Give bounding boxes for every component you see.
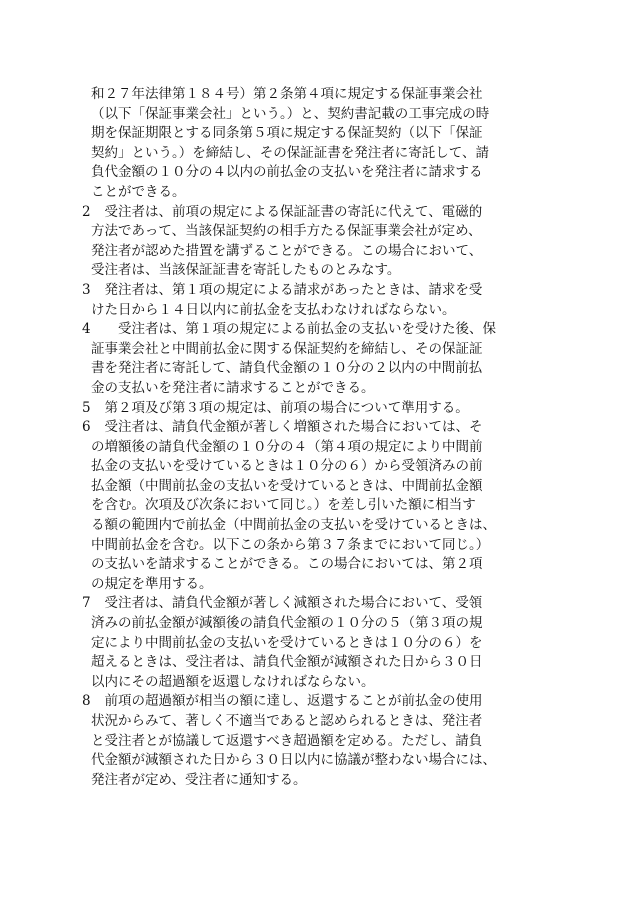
text-line: 金の支払いを発注者に請求することができる。: [91, 379, 375, 396]
text-line: 前項の超過額が相当の額に達し、返還することが前払金の使用: [91, 693, 483, 710]
text-line: を含む。次項及び次条において同じ。）を差し引いた額に相当す: [91, 497, 476, 514]
text-line: 発注者が定め、受注者に通知する。: [91, 771, 307, 788]
text-line: 代金額が減額された日から３０日以内に協議が整わない場合には、: [91, 752, 496, 769]
text-line: 超えるときは、受注者は、請負代金額が減額された日から３０日: [91, 654, 483, 671]
text-line: 発注者が認めた措置を講ずることができる。この場合において、: [91, 242, 483, 259]
clause-4: [60, 320, 575, 398]
text-line: る額の範囲内で前払金（中間前払金の支払いを受けているときは、: [91, 517, 496, 534]
text-line: 証事業会社と中間前払金に関する保証契約を締結し、その保証証: [91, 340, 483, 357]
clause-number: 3: [82, 281, 91, 298]
clause-number: 6: [82, 419, 91, 436]
text-line: 和２７年法律第１８４号）第２条第４項に規定する保証事業会社: [91, 86, 483, 102]
document-body: [60, 85, 575, 790]
text-line: 期を保証期限とする同条第５項に規定する保証契約（以下「保証: [91, 125, 483, 142]
clause-5: [60, 399, 575, 419]
clause-6: [60, 418, 575, 594]
text-line: ことができる。: [91, 183, 186, 200]
text-line: の規定を準用する。: [91, 575, 213, 592]
text-line: と受注者とが協議して返還すべき超過額を定める。ただし、請負: [91, 732, 483, 749]
text-line: けた日から１４日以内に前払金を支払わなければならない。: [91, 301, 456, 318]
clause-7: [60, 594, 575, 692]
clause-number: 4: [82, 321, 91, 338]
clause-number: 7: [82, 595, 91, 612]
text-line: 状況からみて、著しく不適当であると認められるときは、発注者: [91, 713, 483, 729]
text-line: 負代金額の１０分の４以内の前払金の支払いを発注者に請求する: [91, 164, 483, 181]
text-line: の増額後の請負代金額の１０分の４（第４項の規定により中間前: [91, 438, 483, 455]
text-line: 発注者は、第１項の規定による請求があったときは、請求を受: [91, 281, 483, 298]
clause-number: 5: [82, 399, 91, 416]
text-line: 定により中間前払金の支払いを受けているときは１０分の６）を: [91, 634, 483, 651]
text-line: 払金の支払いを受けているときは１０分の６）から受領済みの前: [91, 458, 483, 475]
text-line: 受注者は、第１項の規定による前払金の支払いを受けた後、保: [91, 321, 496, 338]
text-line: 済みの前払金額が減額後の請負代金額の１０分の５（第３項の規: [91, 615, 483, 632]
clause-number: 2: [82, 203, 91, 220]
text-line: 受注者は、当該保証証書を寄託したものとみなす。: [91, 262, 401, 279]
text-line: 受注者は、請負代金額が著しく増額された場合においては、そ: [91, 419, 483, 436]
text-line: 第２項及び第３項の規定は、前項の場合について準用する。: [91, 399, 469, 416]
text-line: 払金額（中間前払金の支払いを受けているときは、中間前払金額: [91, 477, 483, 494]
text-line: 契約」という。）を締結し、その保証証書を発注者に寄託して、請: [91, 144, 489, 161]
text-line: 受注者は、前項の規定による保証証書の寄託に代えて、電磁的: [91, 203, 483, 220]
text-line: 受注者は、請負代金額が著しく減額された場合において、受領: [91, 595, 483, 612]
text-line: の支払いを請求することができる。この場合においては、第２項: [91, 556, 483, 573]
clause-number: 8: [82, 693, 91, 710]
clause-3: [60, 281, 575, 320]
text-line: 書を発注者に寄託して、請負代金額の１０分の２以内の中間前払: [91, 360, 483, 377]
text-line: 以内にその超過額を返還しなければならない。: [91, 673, 375, 690]
text-line: （以下「保証事業会社」という。）と、契約書記載の工事完成の時: [91, 105, 490, 122]
clause-2: [60, 203, 575, 281]
intro-paragraph: [60, 85, 575, 203]
text-line: 中間前払金を含む。以下この条から第３７条までにおいて同じ。）: [91, 536, 490, 553]
clause-8: [60, 692, 575, 790]
text-line: 方法であって、当該保証契約の相手方たる保証事業会社が定め、: [91, 223, 482, 240]
